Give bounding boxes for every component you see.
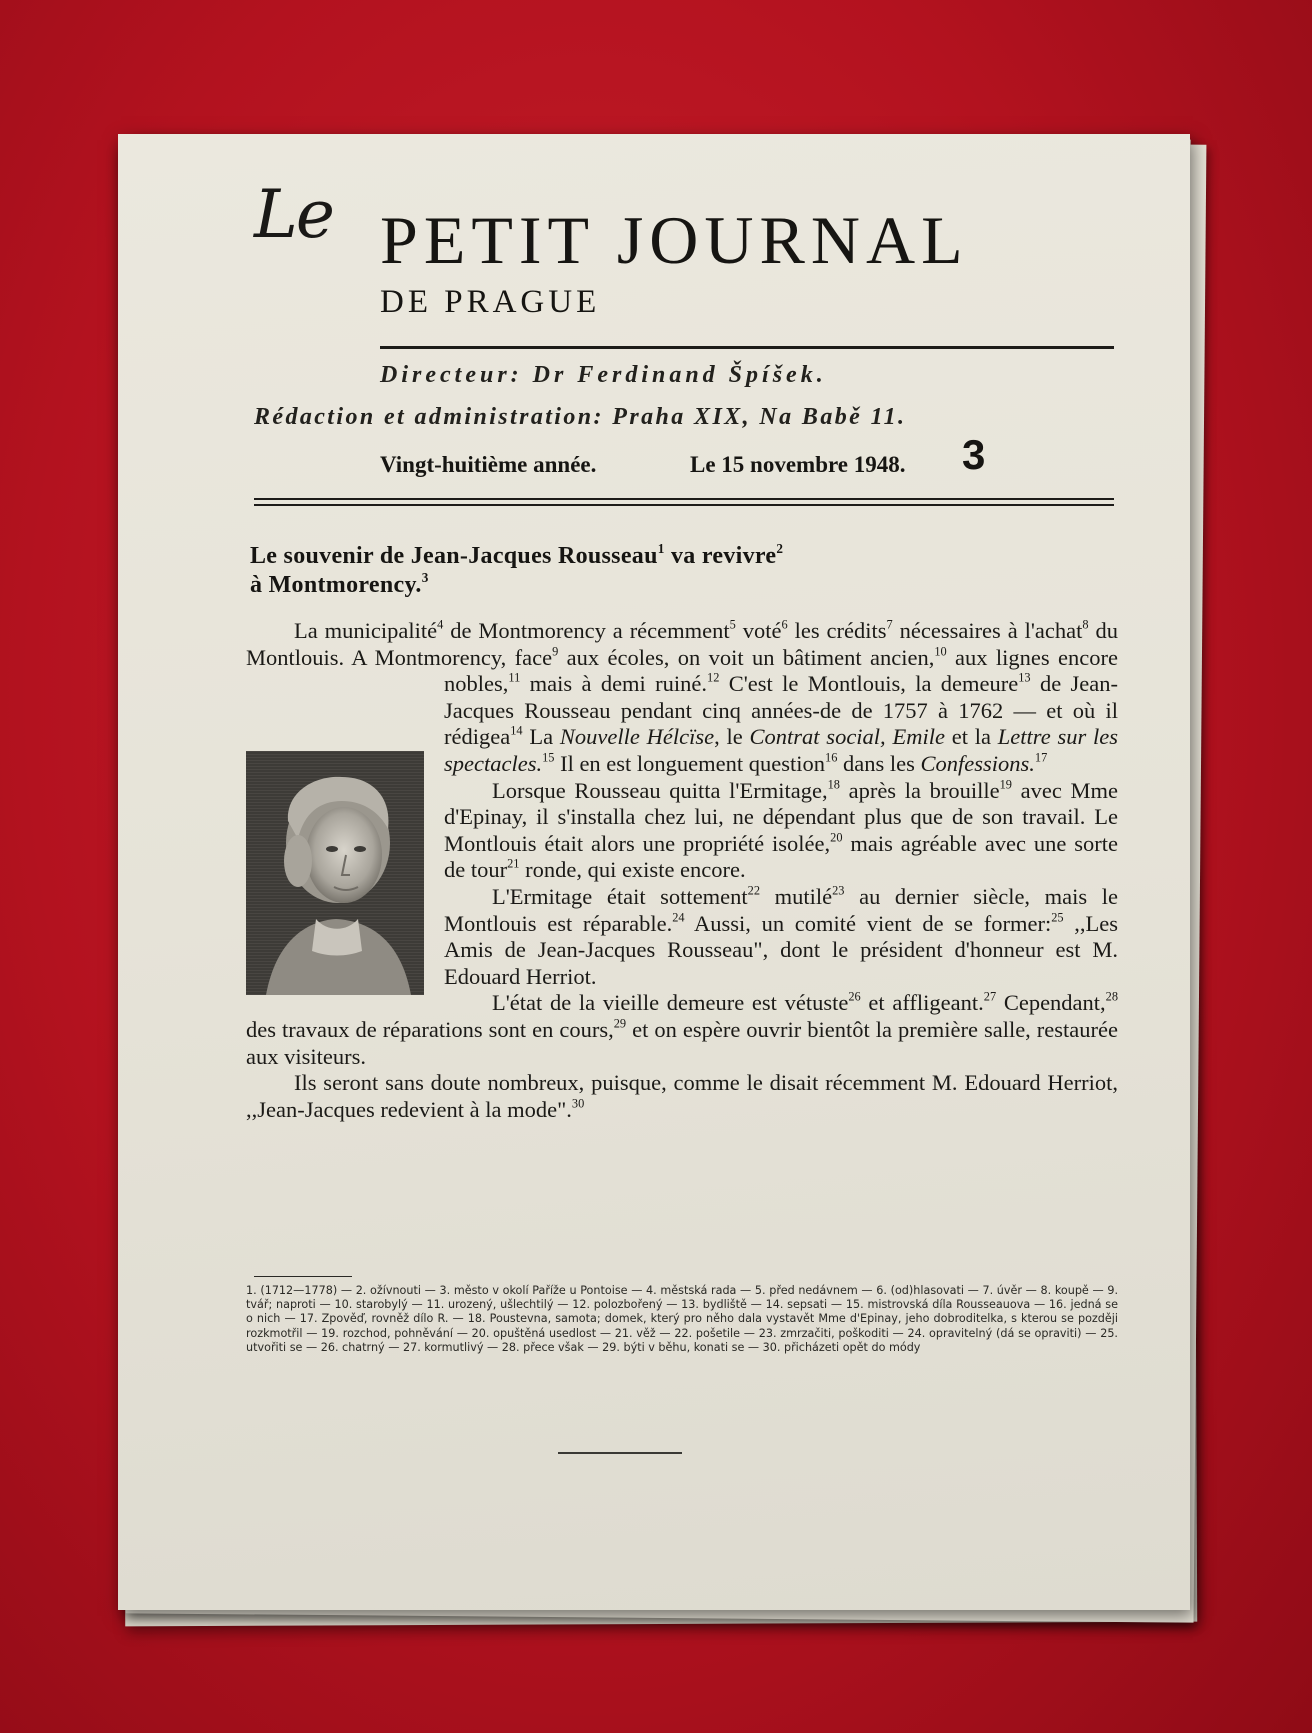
redaction-line: Rédaction et administration: Praha XIX, Na Babě 11. — [254, 404, 907, 430]
director-line: Directeur: Dr Ferdinand Špíšek. — [380, 362, 827, 388]
double-rule-bottom — [254, 504, 1114, 506]
masthead-le: Le — [254, 176, 333, 253]
masthead-rule — [380, 346, 1114, 349]
paragraph-1: La municipalité$^4$ de Montmorency a récemment$^5$ voté$^6$ les crédits$^7$ nécessaires à l'achat$^8$ du Montlouis. A Montmorency, face$^9$ aux écoles, on voit un bâtiment ancien,$^{10}$ aux lignes encore nobles,$^{11}$ mais à demi ruiné.$^{12}$ C'est le Montlouis, la demeure$^{13}$ de Jean-Jacques Rousseau pendant cinq années-de de 1757 à 1762 — et où il rédigea$^{14}$ La Nouvelle Hélcïse, le Contrat social, Emile et la Lettre sur les spectacles.$^{15}$ Il en est longuement question$^{16}$ dans les Confessions.$^{17}$ — [246, 618, 1118, 778]
article-headline: Le souvenir de Jean-Jacques Rousseau$^1$ va revivre$^2$ à Montmorency.$^3$ — [250, 541, 784, 598]
issue-number: 3 — [962, 431, 986, 478]
portrait-engraving-icon — [246, 751, 424, 995]
end-rule — [558, 1452, 682, 1454]
article-body — [246, 618, 1118, 1123]
footnotes: 1. (1712—1778) — 2. ožívnouti — 3. město v okolí Paříže u Pontoise — 4. městská rada — 5. před nedávnem — 6. (od)hlasovati — 7. úvěr — 8. koupě — 9. tvář; naproti — 10. starobylý — 11. urozený, ušlechtilý — 12. polozbořený — 13. bydliště — 14. sepsati — 15. mistrovská díla Rousseauova — 16. jedná se o nich — 17. Zpověď, rovněž dílo R. — 18. Poustevna, samota; domek, který pro něho dala vystavět Mme d'Epinay, jeho dobroditelka, s kterou se později rozkmotřil — 19. rozchod, pohněvání — 20. opuštěná usedlost — 21. věž — 22. pošetile — 23. zmrzačiti, poškoditi — 24. opravitelný (dá se opraviti) — 25. utvořiti se — 26. chatrný — 27. kormutlivý — 28. přece však — 29. býti v běhu, konati se — 30. přicházeti opět do módy — [246, 1284, 1118, 1354]
paragraph-5: Ils seront sans doute nombreux, puisque, comme le disait récemment M. Edouard Herriot, ,,Jean-Jacques redevient à la mode".$^{30}$ — [246, 1070, 1118, 1122]
footnote-rule — [254, 1276, 352, 1277]
year-label: Vingt-huitième année. — [380, 452, 597, 477]
masthead-title: PETIT JOURNAL — [380, 202, 969, 278]
newspaper-page — [118, 134, 1190, 1610]
paragraph-3: L'Ermitage était sottement$^{22}$ mutilé$^{23}$ au dernier siècle, mais le Montlouis est réparable.$^{24}$ Aussi, un comité vient de se former:$^{25}$ ,,Les Amis de Jean-Jacques Rousseau", dont le président d'honneur est M. Edouard Herriot. — [444, 883, 1118, 989]
double-rule-top — [254, 498, 1114, 500]
masthead-subtitle: DE PRAGUE — [380, 284, 601, 320]
issue-date: Le 15 novembre 1948. — [690, 452, 906, 477]
paragraph-2: Lorsque Rousseau quitta l'Ermitage,$^{18}$ après la brouille$^{19}$ avec Mme d'Epinay, il s'installa chez lui, ne dépendant plus que de son travail. Le Montlouis était alors une propriété isolée,$^{20}$ mais agréable avec une sorte de tour$^{21}$ ronde, qui existe encore. — [444, 777, 1118, 883]
paragraph-4: L'état de la vieille demeure est vétuste$^{26}$ et affligeant.$^{27}$ Cependant,$^{28}$ des travaux de réparations sont en cours,$^{29}$ et on espère ouvrir bientôt la première salle, restaurée aux visiteurs. — [246, 990, 1119, 1069]
portrait-drawing — [246, 751, 424, 995]
